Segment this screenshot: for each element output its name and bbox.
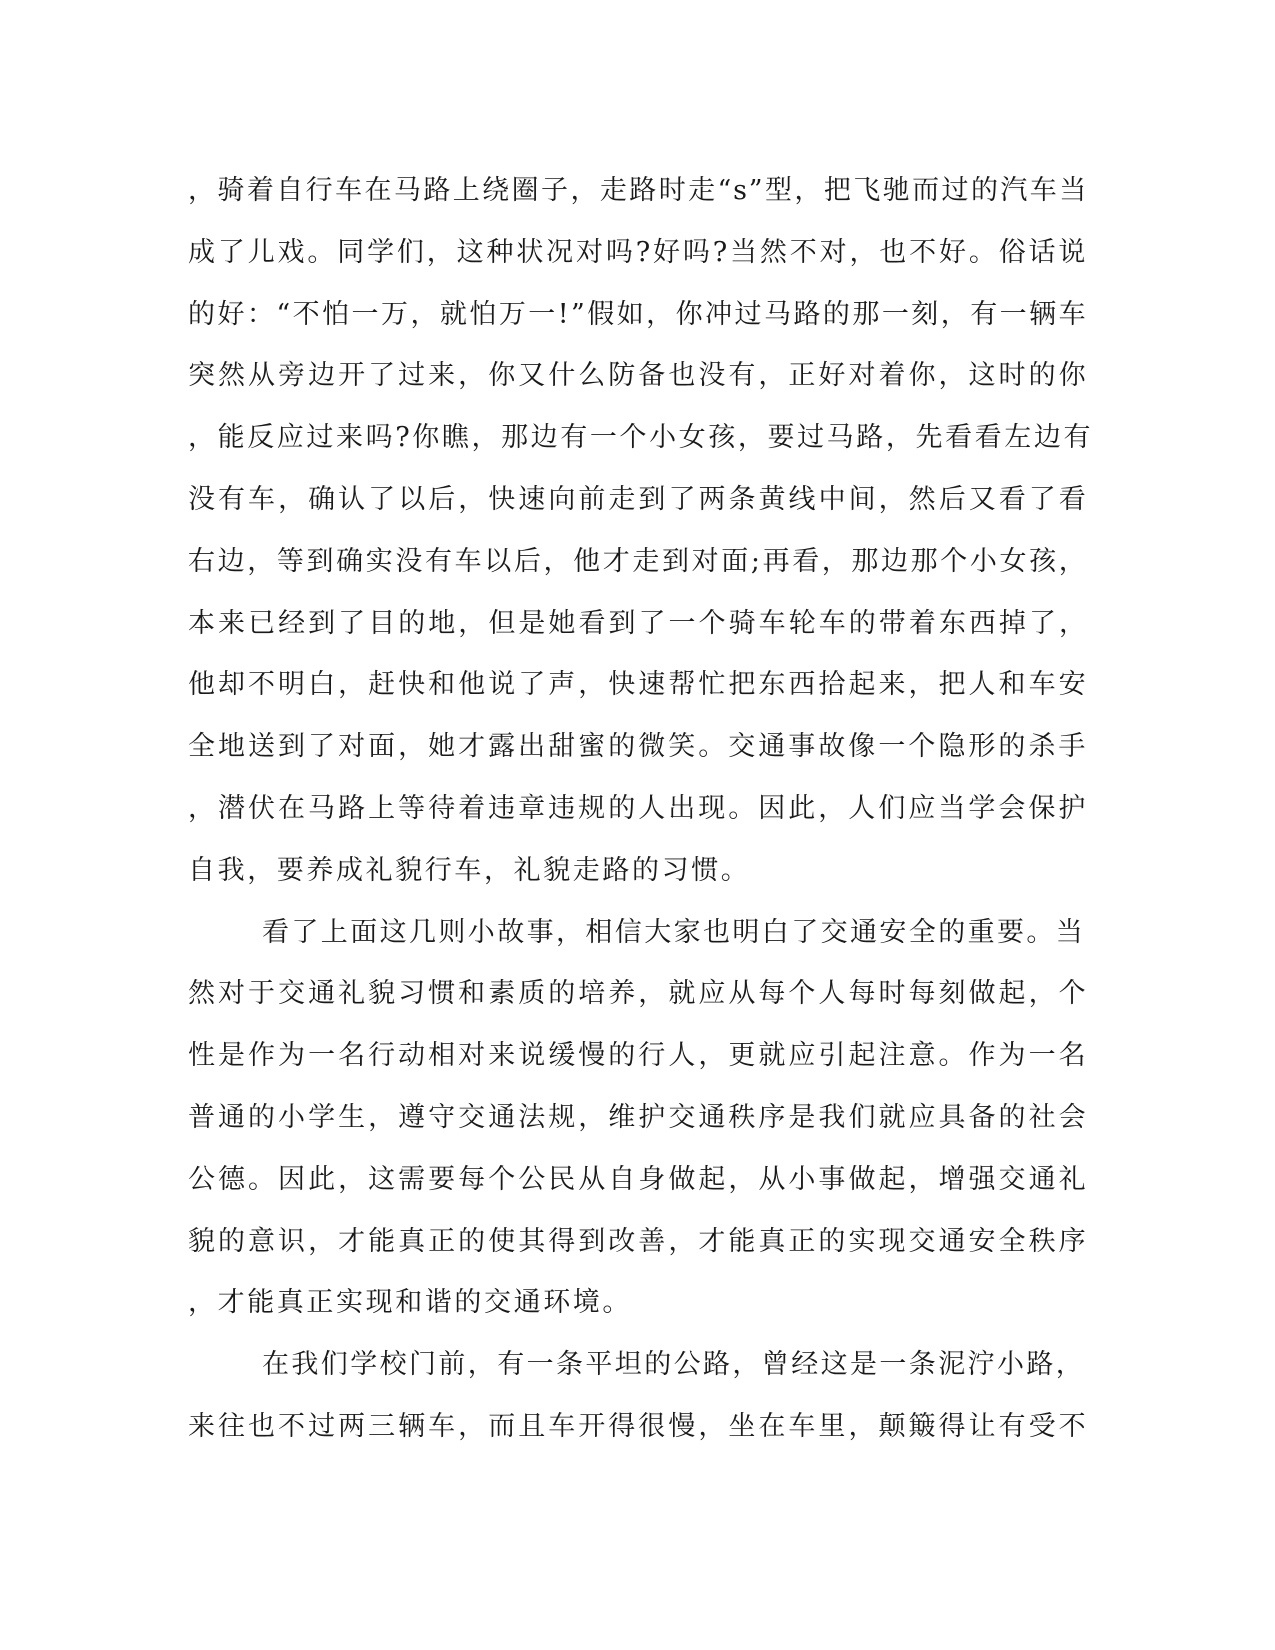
- paragraph-1-line-10: 全地送到了对面，她才露出甜蜜的微笑。交通事故像一个隐形的杀手: [188, 731, 1088, 763]
- paragraph-1-line-7: 右边，等到确实没有车以后，他才走到对面;再看，那边那个小女孩，: [188, 545, 1088, 577]
- body-text: [188, 160, 1094, 1458]
- paragraph-1-line-1: ，骑着自行车在马路上绕圈子，走路时走“s”型，把飞驰而过的汽车当: [188, 175, 1088, 206]
- paragraph-3-line-2: 来往也不过两三辆车，而且车开得很慢，坐在车里，颠簸得让有受不: [188, 1410, 1088, 1442]
- paragraph-2-line-6: 貌的意识，才能真正的使其得到改善，才能真正的实现交通安全秩序: [188, 1225, 1088, 1257]
- paragraph-1-line-11: ，潜伏在马路上等待着违章违规的人出现。因此，人们应当学会保护: [188, 792, 1088, 824]
- paragraph-1-line-4: 突然从旁边开了过来，你又什么防备也没有，正好对着你，这时的你: [188, 360, 1088, 392]
- paragraph-1-line-6: 没有车，确认了以后，快速向前走到了两条黄线中间，然后又看了看: [188, 483, 1088, 515]
- paragraph-1-line-9: 他却不明白，赶快和他说了声，快速帮忙把东西拾起来，把人和车安: [188, 669, 1088, 701]
- paragraph-1-line-2: 成了儿戏。同学们，这种状况对吗?好吗?当然不对，也不好。俗话说: [188, 236, 1088, 268]
- paragraph-2-line-2: 然对于交通礼貌习惯和素质的培养，就应从每个人每时每刻做起，个: [188, 978, 1088, 1010]
- paragraph-1-line-12: 自我，要养成礼貌行车，礼貌走路的习惯。: [188, 854, 751, 886]
- paragraph-1-line-5: ，能反应过来吗?你瞧，那边有一个小女孩，要过马路，先看看左边有: [188, 422, 1094, 454]
- paragraph-1-line-3: 的好：“不怕一万，就怕万一!”假如，你冲过马路的那一刻，有一辆车: [188, 298, 1088, 330]
- paragraph-3-line-1: 在我们学校门前，有一条平坦的公路，曾经这是一条泥泞小路，: [262, 1349, 1086, 1381]
- paragraph-1-line-8: 本来已经到了目的地，但是她看到了一个骑车轮车的带着东西掉了，: [188, 607, 1088, 639]
- paragraph-2-line-3: 性是作为一名行动相对来说缓慢的行人，更就应引起注意。作为一名: [188, 1040, 1088, 1072]
- paragraph-2-line-5: 公德。因此，这需要每个公民从自身做起，从小事做起，增强交通礼: [188, 1163, 1088, 1195]
- paragraph-2-line-4: 普通的小学生，遵守交通法规，维护交通秩序是我们就应具备的社会: [188, 1101, 1088, 1133]
- paragraph-2-line-7: ，才能真正实现和谐的交通环境。: [188, 1287, 632, 1319]
- paragraph-2-line-1: 看了上面这几则小故事，相信大家也明白了交通安全的重要。当: [262, 916, 1086, 948]
